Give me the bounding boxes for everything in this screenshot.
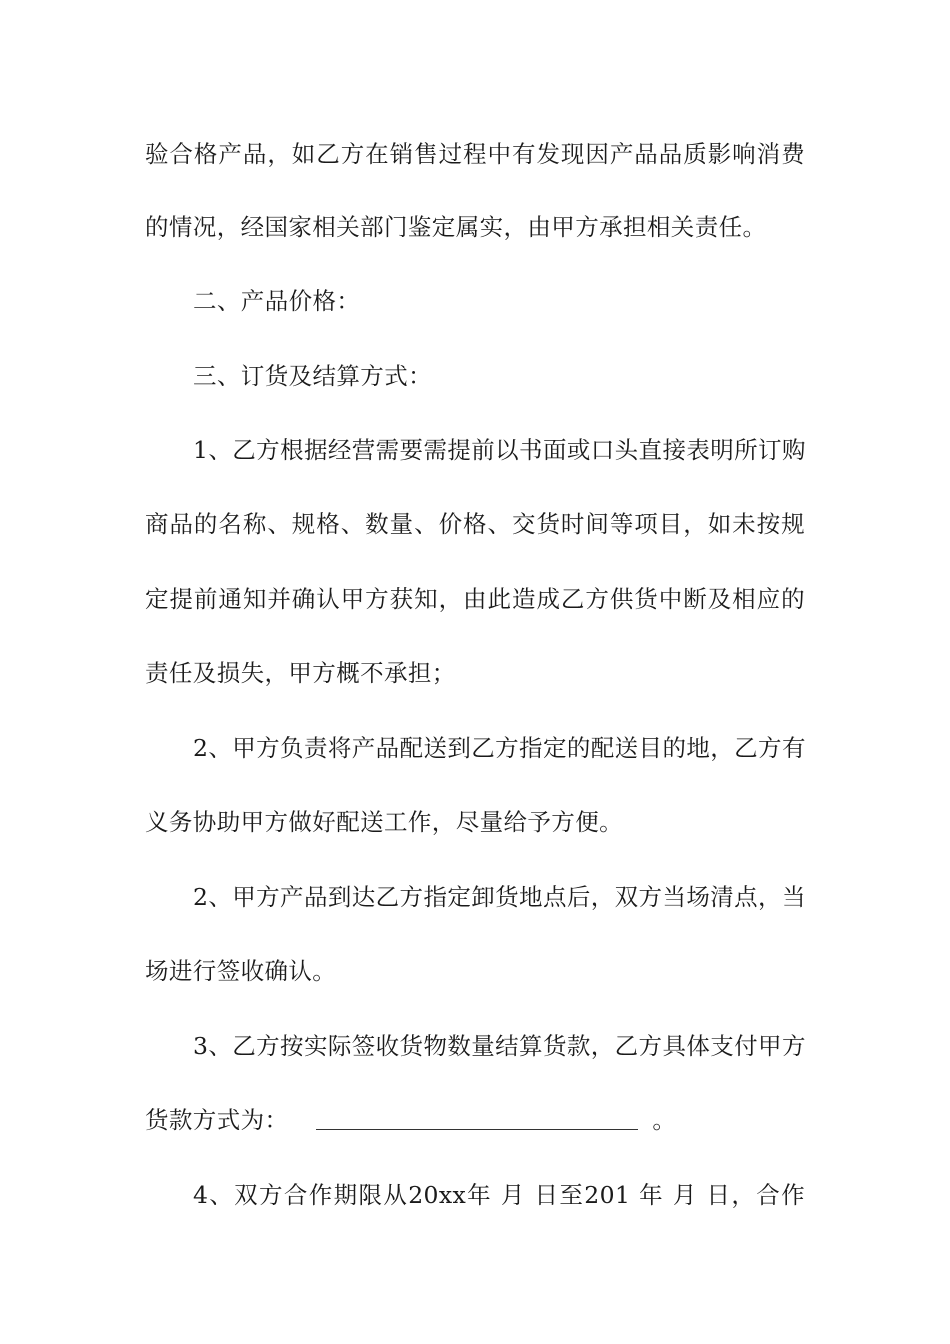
- payment-method-blank: [316, 1109, 638, 1130]
- section-heading-price: 二、产品价格：: [193, 287, 361, 315]
- section-heading-ordering: 三、订货及结算方式：: [193, 362, 432, 390]
- clause-1-line: 责任及损失，甲方概不承担；: [145, 659, 456, 687]
- clause-3-line: 3、乙方按实际签收货物数量结算货款，乙方具体支付甲方: [193, 1032, 806, 1060]
- paragraph-line: 验合格产品，如乙方在销售过程中有发现因产品品质影响消费: [145, 140, 805, 168]
- clause-1-line: 商品的名称、规格、数量、价格、交货时间等项目，如未按规: [145, 510, 805, 538]
- clause-1-line: 定提前通知并确认甲方获知，由此造成乙方供货中断及相应的: [145, 585, 805, 613]
- clause-2-line: 2、甲方负责将产品配送到乙方指定的配送目的地，乙方有: [193, 734, 806, 762]
- paragraph-line: 的情况，经国家相关部门鉴定属实，由甲方承担相关责任。: [145, 213, 767, 241]
- clause-4-line: 4、双方合作期限从20xx年 月 日至201 年 月 日，合作: [193, 1181, 805, 1209]
- payment-method-end: 。: [652, 1106, 677, 1134]
- payment-method-label: 货款方式为：: [145, 1106, 289, 1134]
- clause-2b-line: 场进行签收确认。: [145, 957, 337, 985]
- payment-method-line: [145, 1105, 805, 1135]
- clause-2-line: 义务协助甲方做好配送工作，尽量给予方便。: [145, 808, 623, 836]
- clause-2b-line: 2、甲方产品到达乙方指定卸货地点后，双方当场清点，当: [193, 883, 806, 911]
- clause-1-line: 1、乙方根据经营需要需提前以书面或口头直接表明所订购: [193, 436, 806, 464]
